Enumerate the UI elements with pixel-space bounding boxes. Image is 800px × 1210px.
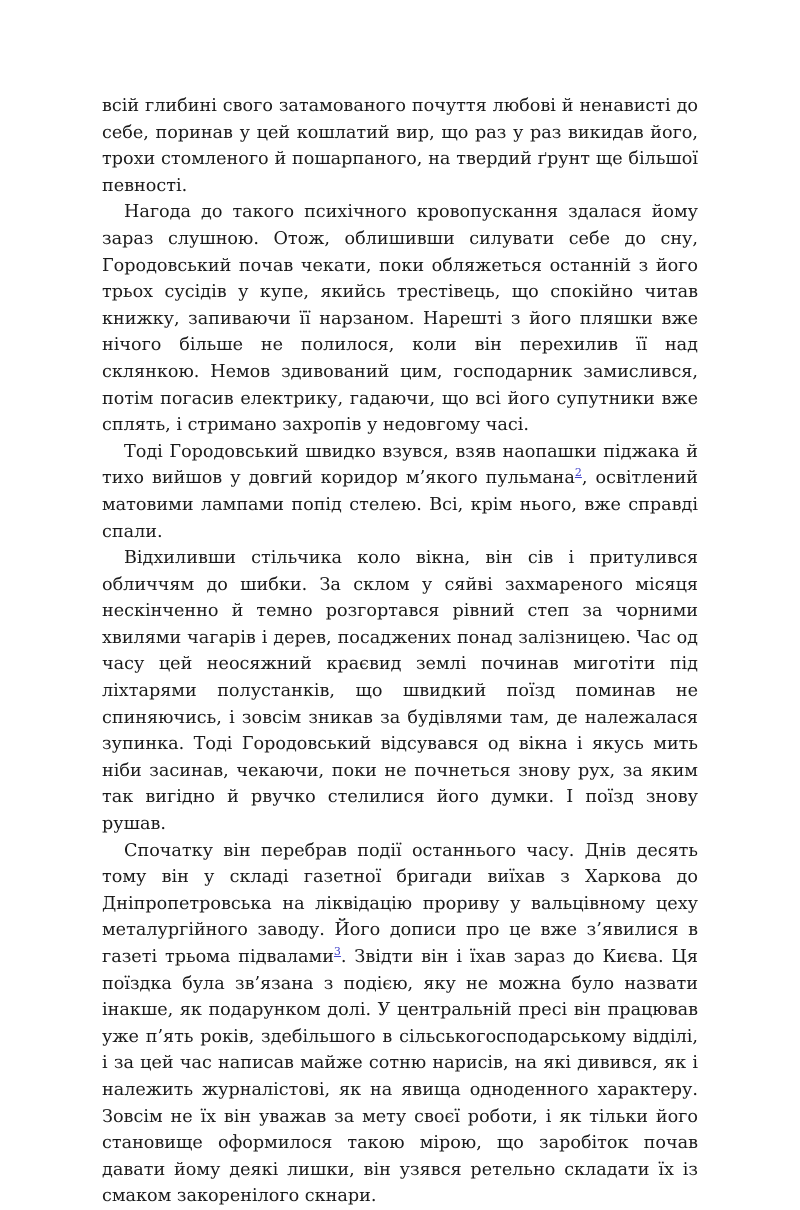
paragraph bbox=[102, 93, 698, 199]
footnote-link[interactable]: 3 bbox=[333, 945, 341, 959]
paragraph bbox=[102, 199, 698, 438]
page-body bbox=[102, 93, 698, 1210]
paragraph-text: , освітлений матовими лампами попід стелею. Всі, крім нього, вже справді спали. bbox=[102, 468, 698, 542]
paragraph bbox=[102, 439, 698, 545]
paragraph-text: . Звідти він і їхав зараз до Києва. Ця поїздка була зв’язана з подією, яку не можна було назвати інакше, як подарунком долі. У центральній пресі він працював уже п’ять років, здебільшого в сільськогосподарському відділі, і за цей час написав майже сотню нарисів, на які дивився, як і належить журналістові, як на явища одноденного характеру. Зовсім не їх він уважав за мету своєї роботи, і як тільки його становище оформилося такою мірою, що заробіток почав давати йому деякі лишки, він узявся ретельно складати їх із смаком закоренілого скнари. bbox=[102, 947, 698, 1207]
paragraph-text: Тоді Городовський швидко взувся, взяв наопашки піджака й тихо вийшов у довгий коридор м’якого пульмана bbox=[102, 441, 698, 489]
paragraph bbox=[102, 545, 698, 838]
paragraph-text: Нагода до такого психічного кровопускання здалася йому зараз слушною. Отож, облишивши силувати себе до сну, Городовський почав чекати, поки обляжеться останній з його трьох сусідів у купе, якийсь трестівець, що спокійно читав книжку, запиваючи її нарзаном. Нарешті з його пляшки вже нічого більше не полилося, коли він перехилив її над склянкою. Немов здивований цим, господарник замислився, потім погасив електрику, гадаючи, що всі його супутники вже сплять, і стримано захропів у недовгому часі. bbox=[102, 202, 698, 436]
paragraph-text: Спочатку він перебрав події останнього часу. Днів десять тому він у складі газетної бригади виїхав з Харкова до Дніпропетровська на ліквідацію прориву у вальцівному цеху металургійного заводу. Його дописи про це вже з’явилися в газеті трьома підвалами bbox=[102, 840, 698, 967]
paragraph-text: всій глибині свого затамованого почуття любові й ненависті до себе, поринав у цей кошлатий вир, що раз у раз викидав його, трохи стомленого й пошарпаного, на твердий ґрунт ще більшої певності. bbox=[102, 96, 698, 196]
paragraph bbox=[102, 838, 698, 1210]
footnote-link[interactable]: 2 bbox=[574, 466, 582, 480]
paragraph-text: Відхиливши стільчика коло вікна, він сів і притулився обличчям до шибки. За склом у сяйві захмареного місяця нескінченно й темно розгортався рівний степ за чорними хвилями чагарів і дерев, посаджених понад залізницею. Час од часу цей неосяжний краєвид землі починав миготіти під ліхтарями полустанків, що швидкий поїзд поминав не спиняючись, і зовсім зникав за будівлями там, де належалася зупинка. Тоді Городовський відсувався од вікна і якусь мить ніби засинав, чекаючи, поки не почнеться знову рух, за яким так вигідно й рвучко стелилися його думки. І поїзд знову рушав. bbox=[102, 548, 698, 835]
